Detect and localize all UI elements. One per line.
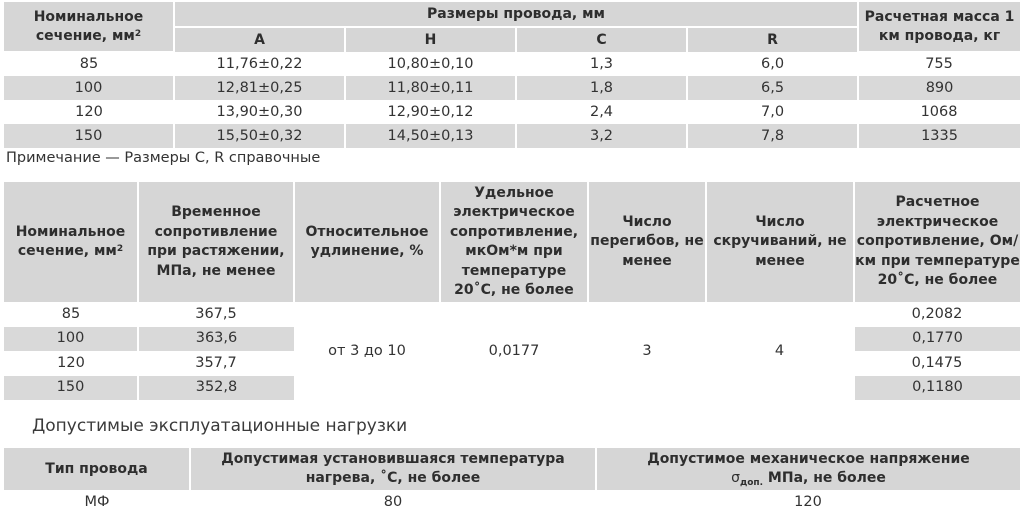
header-calculated-mass: Расчетная масса 1 км провода, кг (858, 2, 1020, 52)
cell-h: 11,80±0,11 (345, 76, 516, 100)
header-allowed-stress: Допустимое механическое напряжение $\sigma_{доп.}$ МПа, не более (596, 448, 1020, 490)
cell-mass: 755 (925, 56, 953, 72)
cell-elongation: от 3 до 10 (328, 342, 406, 359)
header-tensile-strength: Временное сопротивление при растяжении, МПа, не менее (138, 182, 294, 302)
cell-section: 120 (57, 354, 85, 371)
cell-calc-resistance: 0,1180 (854, 376, 1020, 401)
cell-section: 100 (4, 327, 138, 352)
section-caption: Допустимые эксплуатационные нагрузки (32, 416, 408, 436)
cell-stress: 120 (794, 493, 822, 510)
cell-tensile: 357,7 (195, 354, 237, 371)
dimensions-table (4, 2, 1020, 148)
header-nominal-section: Номинальное сечение, $мм^2$ (4, 182, 138, 302)
table-row (4, 302, 1020, 327)
cell-wire-type: МФ (84, 493, 110, 510)
table-row (4, 490, 1020, 514)
cell-h: 12,90±0,12 (387, 103, 474, 120)
cell-h: 10,80±0,10 (387, 55, 474, 72)
cell-tensile: 363,6 (138, 327, 294, 352)
cell-a: 12,81±0,25 (174, 76, 345, 100)
cell-mass: 1335 (858, 124, 1020, 148)
cell-mass: 1068 (920, 103, 958, 120)
cell-c: 1,3 (589, 55, 614, 72)
header-dim-c: C (516, 27, 687, 52)
cell-mass: 890 (858, 76, 1020, 100)
cell-r: 6,5 (687, 76, 858, 100)
header-nominal-section: Номинальное сечение, $мм^2$ (4, 2, 174, 52)
cell-section: 150 (4, 124, 174, 148)
cell-calc-resistance: 0,1475 (911, 354, 963, 371)
cell-c: 2,4 (589, 103, 614, 120)
cell-r: 7,8 (687, 124, 858, 148)
cell-a: 15,50±0,32 (174, 124, 345, 148)
properties-table (4, 182, 1020, 400)
cell-c: 3,2 (516, 124, 687, 148)
header-dim-r: R (687, 27, 858, 52)
table-note: Примечание — Размеры C, R справочные (6, 150, 321, 166)
cell-section: 85 (79, 56, 99, 72)
header-allowed-temperature: Допустимая установившаяся температура нагрева, ˚С, не более (190, 448, 596, 490)
table-row (4, 124, 1020, 148)
header-twists: Число скручиваний, не менее (706, 182, 854, 302)
cell-section: 100 (4, 76, 174, 100)
cell-a: 13,90±0,30 (216, 103, 303, 120)
header-resistivity: Удельное электрическое сопротивление, мкОм*м при температуре 20˚С, не более (440, 182, 588, 302)
cell-tensile: 367,5 (195, 305, 237, 322)
header-calculated-resistance: Расчетное электрическое сопротивление, Ом/км при температуре 20˚С, не более (854, 182, 1020, 302)
header-wire-type: Тип провода (4, 448, 190, 490)
header-dim-a: A (174, 27, 345, 52)
cell-section: 120 (75, 103, 103, 120)
header-bends: Число перегибов, не менее (588, 182, 706, 302)
loads-table (4, 448, 1020, 514)
header-wire-dimensions: Размеры провода, мм (174, 2, 858, 27)
cell-r: 6,0 (760, 55, 785, 72)
cell-section: 150 (4, 376, 138, 401)
cell-resistivity: 0,0177 (488, 342, 540, 359)
cell-a: 11,76±0,22 (216, 55, 303, 72)
table-row (4, 52, 1020, 76)
cell-r: 7,0 (760, 103, 785, 120)
cell-bends: 3 (642, 342, 652, 359)
cell-section: 85 (61, 305, 81, 322)
cell-tensile: 352,8 (138, 376, 294, 401)
cell-calc-resistance: 0,2082 (911, 305, 963, 322)
header-elongation: Относительное удлинение, % (294, 182, 440, 302)
cell-twists: 4 (774, 342, 785, 359)
cell-temperature: 80 (383, 493, 403, 510)
header-dim-h: H (345, 27, 516, 52)
cell-c: 1,8 (516, 76, 687, 100)
cell-h: 14,50±0,13 (345, 124, 516, 148)
table-row (4, 100, 1020, 124)
cell-calc-resistance: 0,1770 (854, 327, 1020, 352)
table-row (4, 76, 1020, 100)
